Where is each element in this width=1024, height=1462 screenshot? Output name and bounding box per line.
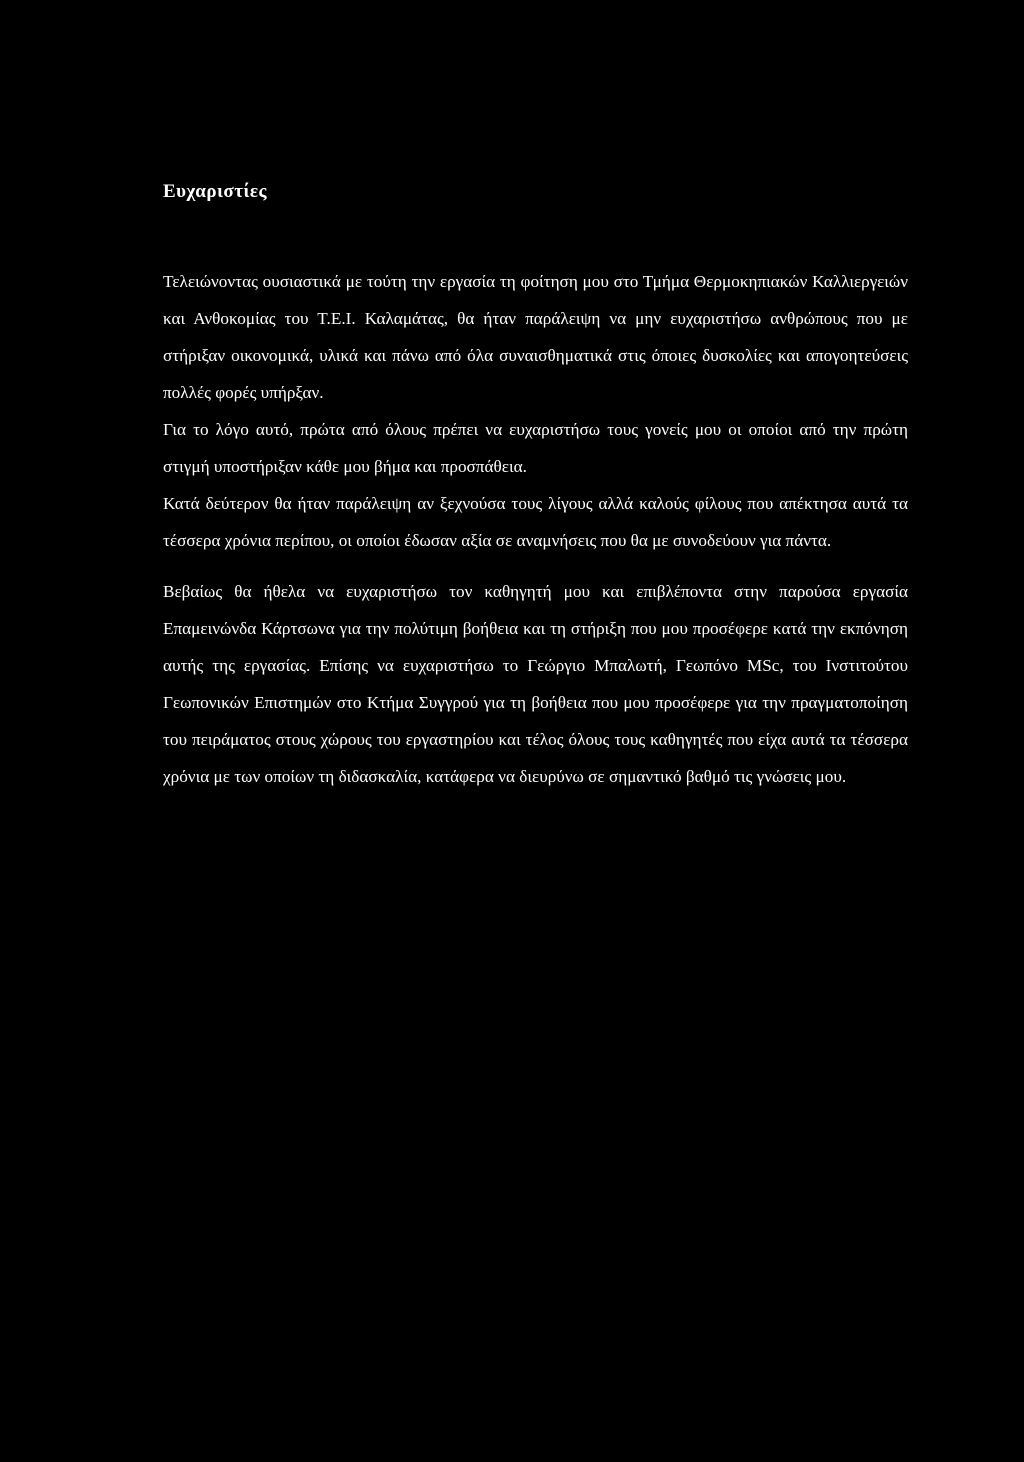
paragraph-intro: Τελειώνοντας ουσιαστικά με τούτη την εργασία τη φοίτηση μου στο Τμήμα Θερμοκηπιακών Καλλιεργειών και Ανθοκομίας του Τ.Ε.Ι. Καλαμάτας, θα ήταν παράλειψη να μην ευχαριστήσω ανθρώπους που με στήριξαν οικονομικά, υλικά και πάνω από όλα συναισθηματικά στις όποιες δυσκολίες και απογοητεύσεις πολλές φορές υπήρξαν. bbox=[163, 272, 908, 402]
paragraph-friends: Κατά δεύτερον θα ήταν παράλειψη αν ξεχνούσα τους λίγους αλλά καλούς φίλους που απέκτησα αυτά τα τέσσερα χρόνια περίπου, οι οποίοι έδωσαν αξία σε αναμνήσεις που θα με συνοδεύουν για πάντα. bbox=[163, 494, 908, 550]
page-title: Ευχαριστίες bbox=[163, 181, 268, 202]
paragraph-supervisor: Βεβαίως θα ήθελα να ευχαριστήσω τον καθηγητή μου και επιβλέποντα στην παρούσα εργασία Επαμεινώνδα Κάρτσωνα για την πολύτιμη βοήθεια και τη στήριξη που μου προσέφερε κατά την εκπόνηση αυτής της εργασίας. Επίσης να ευχαριστήσω το Γεώργιο Μπαλωτή, Γεωπόνο MSc, του Ινστιτούτου Γεωπονικών Επιστημών στο Κτήμα Συγγρού για τη βοήθεια που μου προσέφερε για την πραγματοποίηση του πειράματος στους χώρους του εργαστηρίου και τέλος όλους τους καθηγητές που είχα αυτά τα τέσσερα χρόνια με των οποίων τη διδασκαλία, κατάφερα να διευρύνω σε σημαντικό βαθμό τις γνώσεις μου. bbox=[163, 582, 908, 786]
paragraph-parents: Για το λόγο αυτό, πρώτα από όλους πρέπει να ευχαριστήσω τους γονείς μου οι οποίοι από την πρώτη στιγμή υποστήριξαν κάθε μου βήμα και προσπάθεια. bbox=[163, 420, 908, 476]
document-page bbox=[163, 176, 908, 795]
